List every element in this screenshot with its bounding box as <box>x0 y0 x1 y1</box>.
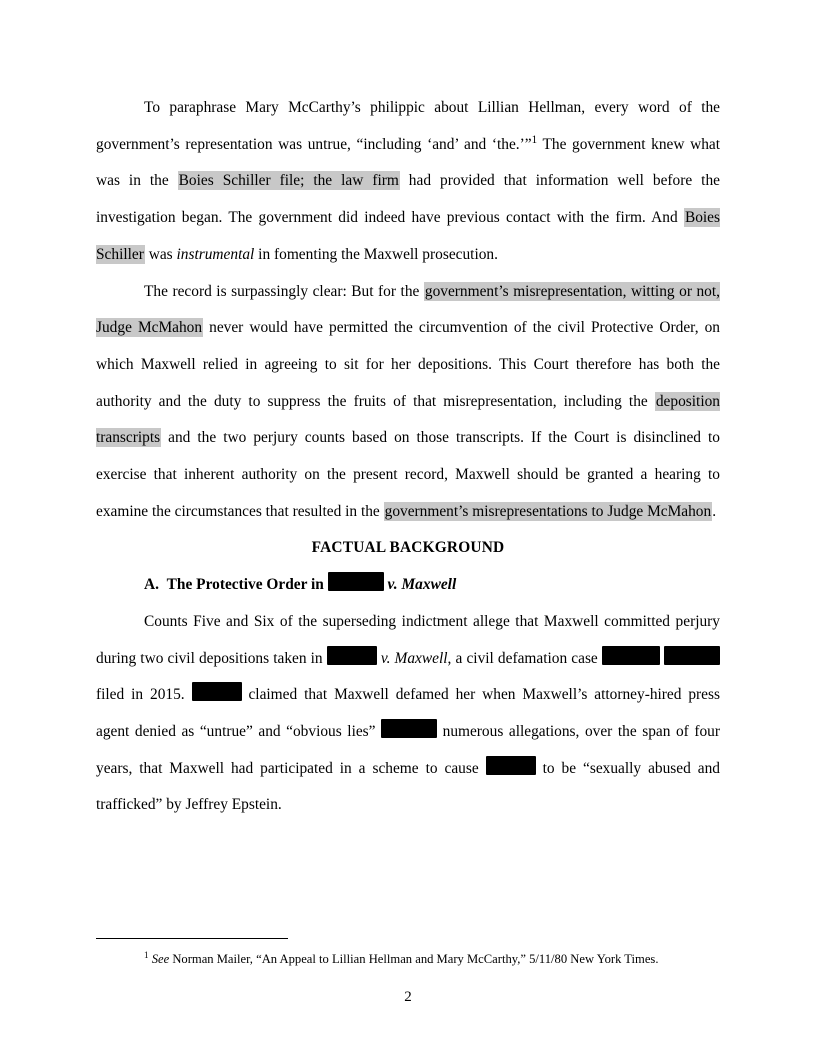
redaction-box-plaintiff-1 <box>327 646 377 665</box>
para1-text-2: The government knew what was in the <box>96 135 721 190</box>
footnote-area <box>96 938 720 970</box>
para3-text-3: filed in 2015. <box>96 686 192 704</box>
subsection-label: A. <box>144 576 159 594</box>
para3-text-6: to be “sexually abused and trafficked” by Jeffrey Epstein. <box>96 759 720 814</box>
redaction-box-plaintiff-2 <box>192 682 242 701</box>
paragraph-3 <box>96 604 720 824</box>
page-number: 2 <box>404 989 412 1005</box>
para3-text-1: Counts Five and Six of the superseding indictment allege that Maxwell committed perjury during two civil depositions taken in <box>96 612 720 667</box>
para2-text-2: never would have permitted the circumvention of the civil Protective Order, on which Maxwell relied in agreeing to sit for her depositions. This Court therefore has both the authority and the duty to suppress the fruits of that misrepresentation, including the <box>96 319 720 410</box>
subsection-heading-protective-order <box>96 567 720 604</box>
para3-text-5: numerous allegations, over the span of four years, that Maxwell had participated in a scheme to cause <box>96 722 720 777</box>
highlighted-text-misrepresentations-to-judge: government’s misrepresentations to Judge McMahon <box>384 502 712 520</box>
para1-text-4: was <box>144 245 177 263</box>
para1-text-5: in fomenting the Maxwell prosecution. <box>254 245 498 263</box>
footnote-separator <box>96 938 288 939</box>
para3-text-4: claimed that Maxwell defamed her when Maxwell’s attorney-hired press agent denied as “untrue” and “obvious lies” <box>96 686 720 740</box>
para3-text-2: , a civil defamation case <box>447 649 602 667</box>
highlighted-text-government-misrepresentation: government’s misrepresentation, witting or not, Judge McMahon <box>96 282 721 337</box>
para1-italic-instrumental: instrumental <box>176 245 255 263</box>
para1-text-3: had provided that information well before the investigation began. The government did indeed have previous contact with the firm. And <box>96 172 720 227</box>
redaction-box-plaintiff-3 <box>381 719 437 738</box>
footnote-italic-see: See <box>151 952 170 966</box>
section-heading-factual-background: FACTUAL BACKGROUND <box>311 539 505 557</box>
para1-text-1: To paraphrase Mary McCarthy’s philippic about Lillian Hellman, every word of the government’s representation was untrue, “including ‘and’ and ‘the.’” <box>96 99 720 153</box>
subsection-title-after: v. Maxwell <box>387 576 457 594</box>
para3-italic-v-maxwell: v. Maxwell <box>376 649 448 667</box>
paragraph-2 <box>96 274 720 531</box>
highlighted-text-boies-schiller-file: Boies Schiller file; the law firm <box>178 172 399 190</box>
highlighted-text-deposition-transcripts: deposition transcripts <box>96 392 720 447</box>
redaction-box-caption-2 <box>664 646 720 665</box>
subsection-title-before: The Protective Order in <box>166 576 324 594</box>
footnote-reference-1: 1 <box>531 133 538 146</box>
redaction-box-plaintiff-4 <box>486 756 536 775</box>
para2-text-4: . <box>712 502 717 520</box>
footnote-marker: 1 <box>144 949 149 960</box>
document-body <box>96 90 720 824</box>
redaction-box-caption-1 <box>602 646 660 665</box>
redaction-box-case-name <box>328 572 384 591</box>
para2-text-3: and the two perjury counts based on those transcripts. If the Court is disinclined to exercise that inherent authority on the present record, Maxwell should be granted a hearing to examine the circumstances that resulted in the <box>96 429 720 520</box>
para2-text-1: The record is surpassingly clear: But for the <box>144 282 424 300</box>
footnote-1 <box>96 949 720 970</box>
highlighted-text-boies-schiller: Boies Schiller <box>96 209 720 263</box>
paragraph-1 <box>96 90 720 274</box>
footnote-text: Norman Mailer, “An Appeal to Lillian Hellman and Mary McCarthy,” 5/11/80 New York Times. <box>169 952 659 966</box>
